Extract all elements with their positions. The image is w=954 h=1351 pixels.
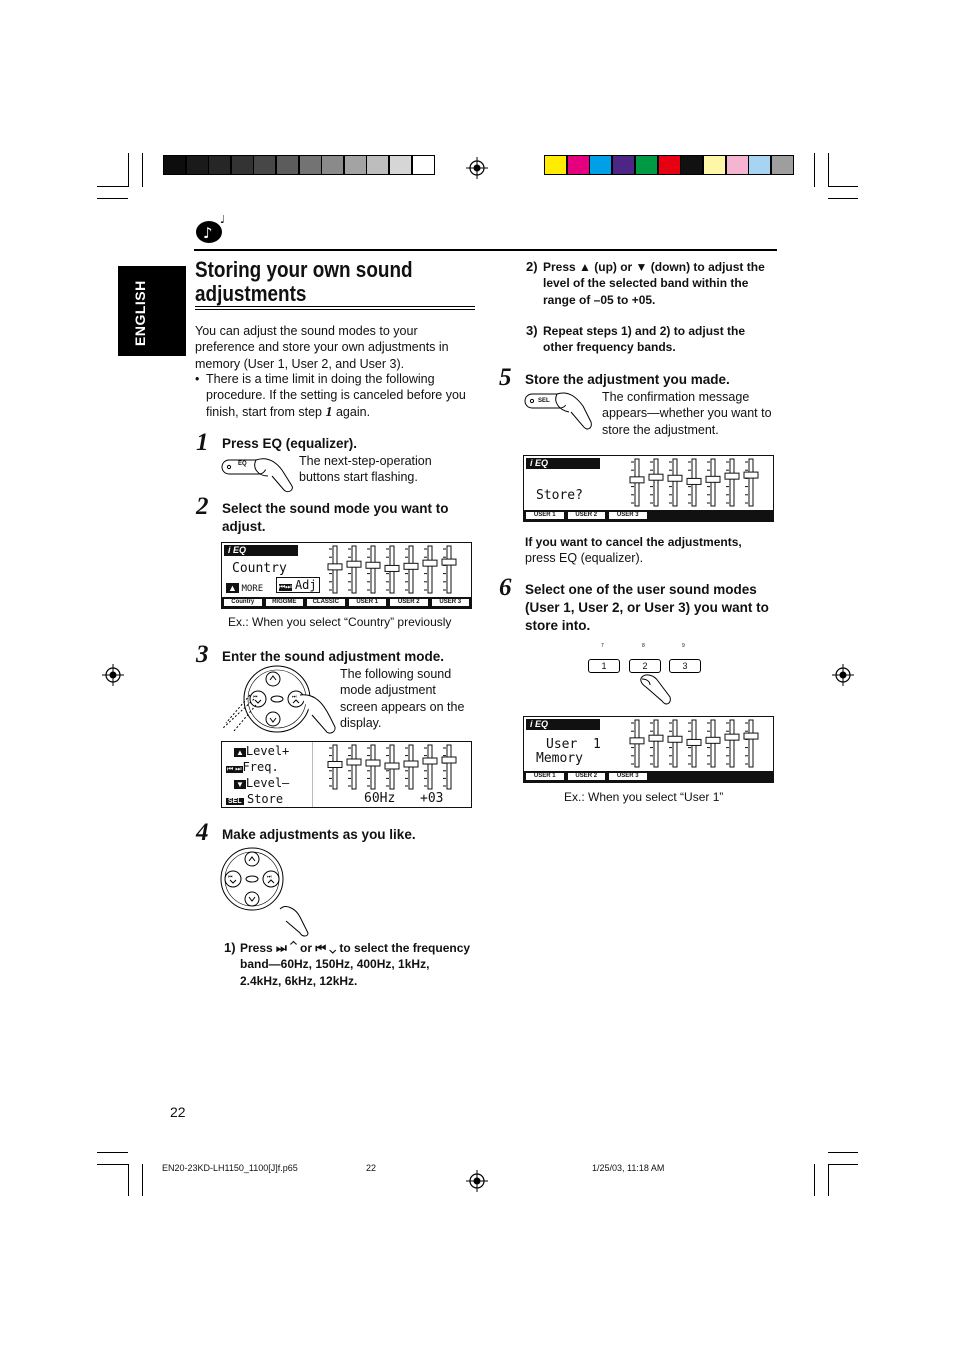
eq-slider-track	[447, 546, 451, 593]
gray-swatch	[299, 155, 322, 175]
eq-slider-track	[428, 546, 432, 593]
eq-slider-track	[730, 720, 734, 767]
substep-1	[222, 940, 472, 989]
lcd-tab: USER 3	[609, 773, 647, 780]
eq-slider-knob	[630, 738, 644, 744]
eq-slider-knob	[687, 478, 701, 484]
eq-button-with-finger	[220, 454, 294, 494]
lcd-tab: RIGGME	[266, 599, 304, 606]
registration-mark-icon	[102, 664, 124, 686]
lcd-display-adjust-mode	[221, 741, 472, 808]
title-underline	[195, 306, 475, 307]
eq-slider-track	[428, 745, 432, 789]
step-number: 6	[499, 574, 512, 601]
eq-slider-track	[654, 720, 658, 767]
substep-or: or	[300, 941, 313, 955]
up-arrow-icon: ▲	[228, 583, 237, 593]
eq-slider-track	[371, 546, 375, 593]
sel-button-with-finger	[523, 390, 593, 432]
substep-number: 2)	[526, 259, 538, 274]
skip-back-icon: ⏮	[315, 941, 327, 955]
eq-slider-track	[673, 459, 677, 506]
footer-file: EN20-23KD-LH1150_1100[J]f.p65	[162, 1163, 298, 1173]
gray-swatch	[412, 155, 435, 175]
lcd-ieq-logo: i EQ	[526, 458, 600, 469]
color-swatch	[680, 155, 703, 175]
lcd-tab: USER 1	[349, 599, 387, 606]
menu-level-down: ▼ Level–	[236, 776, 290, 790]
lcd-ieq-logo: i EQ	[526, 719, 600, 730]
eq-slider-knob	[347, 759, 361, 765]
sel-button-label: SEL	[538, 398, 550, 404]
intro-bullet: • There is a time limit in doing the following procedure. If the setting is canceled before you finish, start from step 1 again.	[195, 372, 466, 420]
menu-store: SEL Store	[228, 792, 284, 806]
cancel-note-bold: If you want to cancel the adjustments,	[525, 535, 742, 549]
color-swatch	[567, 155, 590, 175]
lcd-more-label: ▲ MORE	[228, 583, 264, 594]
eq-slider-track	[749, 459, 753, 506]
color-swatch	[635, 155, 658, 175]
footer-date: 1/25/03, 11:18 AM	[592, 1163, 665, 1173]
svg-text:♪: ♪	[203, 224, 213, 242]
color-swatch	[544, 155, 567, 175]
svg-text:⏮: ⏮	[228, 874, 233, 880]
preset-button-2[interactable]: 2	[629, 659, 661, 673]
step-caption: Ex.: When you select “Country” previously	[228, 615, 452, 629]
color-swatch	[612, 155, 635, 175]
eq-slider-graphic	[627, 456, 772, 509]
eq-slider-track	[673, 720, 677, 767]
eq-slider-knob	[442, 757, 456, 763]
bullet-step-ref: 1	[325, 404, 333, 420]
eq-slider-knob	[649, 735, 663, 741]
eq-slider-track	[352, 745, 356, 789]
svg-text:⏭: ⏭	[292, 694, 297, 700]
eq-slider-track	[730, 459, 734, 506]
eq-slider-knob	[668, 475, 682, 481]
lcd-tab: USER 3	[609, 512, 647, 519]
preset-button-3[interactable]: 3	[669, 659, 701, 673]
eq-slider-graphic	[325, 543, 470, 596]
down-arrow-icon: ▼	[236, 780, 244, 789]
eq-slider-knob	[366, 562, 380, 568]
lcd-freq-value: 60Hz	[364, 791, 396, 806]
step-heading: Enter the sound adjustment mode.	[222, 649, 445, 664]
eq-slider-knob	[630, 477, 644, 483]
lcd-mode-name: Country	[232, 561, 287, 576]
step-number: 2	[196, 493, 209, 520]
color-swatch	[703, 155, 726, 175]
step-number: 4	[196, 819, 209, 846]
eq-slider-knob	[385, 565, 399, 571]
lcd-tab: USER 2	[568, 773, 606, 780]
eq-button-label: EQ	[238, 461, 247, 467]
step-number: 1	[196, 429, 209, 456]
substep-text: Press ▲ (up) or ▼ (down) to adjust the level of the selected band within the range of –05 to +05.	[543, 260, 765, 307]
lcd-tab: USER 2	[568, 512, 606, 519]
eq-slider-knob	[328, 762, 342, 768]
step-heading: Press EQ (equalizer).	[222, 436, 358, 451]
step-heading: Select one of the user sound modes (User 1, User 2, or User 3) you want to store into.	[525, 582, 769, 633]
preset-top-label: 9	[682, 643, 685, 649]
gray-swatch	[208, 155, 231, 175]
lcd-tab: CLASSIC	[307, 599, 345, 606]
lcd-level-value: +03	[420, 791, 444, 806]
substep-text: to select the frequency band—60Hz, 150Hz, 400Hz, 1kHz, 2.4kHz, 6kHz, 12kHz.	[240, 941, 471, 988]
section-rule	[194, 249, 777, 251]
registration-mark-icon	[466, 157, 488, 179]
color-swatch	[658, 155, 681, 175]
eq-slider-track	[447, 745, 451, 789]
substep-number: 1)	[224, 940, 236, 955]
control-pad-with-finger	[220, 847, 312, 937]
color-swatch	[726, 155, 749, 175]
registration-mark-icon	[832, 664, 854, 686]
footer-page: 22	[366, 1163, 377, 1173]
eq-slider-knob	[404, 563, 418, 569]
gray-swatch	[321, 155, 344, 175]
page-title-line2: adjustments	[195, 281, 307, 306]
music-note-icon	[194, 211, 232, 245]
step-number: 3	[196, 641, 209, 668]
gray-swatch	[231, 155, 254, 175]
gray-swatch	[186, 155, 209, 175]
preset-top-label: 8	[642, 643, 645, 649]
color-swatch	[771, 155, 794, 175]
eq-slider-knob	[668, 736, 682, 742]
chevron-up-icon: ⌃	[290, 941, 297, 955]
lcd-tab-bar	[524, 771, 773, 782]
lcd-user-line: User 1	[546, 737, 601, 752]
eq-slider-knob	[423, 560, 437, 566]
preset-buttons	[588, 643, 708, 707]
eq-slider-knob	[744, 472, 758, 478]
lcd-display-user-memory	[523, 716, 774, 783]
lcd-memory-line: Memory	[536, 751, 583, 766]
lcd-tab-bar	[222, 597, 471, 608]
step-number: 5	[499, 364, 512, 391]
step-note: The following sound mode adjustment screen appears on the display.	[340, 667, 465, 730]
eq-slider-track	[371, 745, 375, 789]
svg-text:⏭: ⏭	[267, 874, 272, 880]
color-swatch	[589, 155, 612, 175]
eq-slider-graphic	[325, 742, 470, 792]
step-caption: Ex.: When you select “User 1”	[564, 790, 724, 804]
chevron-down-icon: ⌄	[329, 941, 337, 955]
eq-slider-knob	[442, 559, 456, 565]
lcd-adj-label: ⏮⏭ Adj	[276, 577, 320, 593]
finger-icon	[636, 673, 676, 707]
step-heading: Select the sound mode you want to adjust.	[222, 501, 449, 534]
eq-slider-knob	[366, 760, 380, 766]
lcd-ieq-logo: i EQ	[224, 545, 298, 556]
eq-slider-knob	[649, 474, 663, 480]
eq-slider-track	[654, 459, 658, 506]
up-arrow-icon: ▲	[236, 748, 244, 757]
gray-swatch	[163, 155, 186, 175]
eq-slider-knob	[385, 763, 399, 769]
sel-icon: SEL	[228, 798, 242, 805]
step-heading: Make adjustments as you like.	[222, 827, 416, 842]
gray-swatch	[253, 155, 276, 175]
eq-slider-knob	[725, 734, 739, 740]
lcd-tab: USER 1	[526, 773, 564, 780]
lcd-display-sound-mode	[221, 542, 472, 609]
lcd-store-prompt: Store?	[536, 488, 583, 503]
bullet-text: There is a time limit in doing the following procedure. If the setting is canceled before you finish, start from step	[206, 372, 466, 419]
substep-press: Press	[240, 941, 273, 955]
gray-swatch	[344, 155, 367, 175]
gray-swatch	[276, 155, 299, 175]
lcd-tab-bar	[524, 510, 773, 521]
language-label: ENGLISH	[132, 280, 148, 346]
eq-slider-knob	[744, 733, 758, 739]
registration-mark-icon	[466, 1170, 488, 1192]
substep-3	[526, 323, 778, 356]
lcd-menu	[222, 742, 312, 807]
preset-button-1[interactable]: 1	[588, 659, 620, 673]
color-swatch	[748, 155, 771, 175]
substep-number: 3)	[526, 323, 538, 338]
cancel-note-text: press EQ (equalizer).	[525, 551, 644, 566]
eq-slider-knob	[347, 561, 361, 567]
svg-text:⏮: ⏮	[253, 694, 258, 700]
eq-slider-knob	[706, 476, 720, 482]
eq-slider-track	[352, 546, 356, 593]
page-title-line1: Storing your own sound	[195, 257, 413, 282]
skip-icon: ⏮⏭	[279, 584, 292, 591]
bullet-suffix: again.	[335, 404, 371, 419]
preset-top-label: 7	[601, 643, 604, 649]
page-title	[195, 258, 479, 306]
eq-slider-knob	[706, 737, 720, 743]
control-pad-with-finger	[220, 665, 336, 737]
menu-freq: ⏮ ⏭Freq.	[227, 760, 279, 774]
gray-swatch	[366, 155, 389, 175]
eq-slider-track	[749, 720, 753, 767]
menu-level-up: ▲ Level+	[236, 744, 290, 758]
title-underline	[195, 309, 475, 310]
lcd-tab: USER 1	[526, 512, 564, 519]
eq-slider-graphic	[627, 717, 772, 770]
svg-text:♩: ♩	[220, 213, 226, 226]
eq-slider-knob	[328, 564, 342, 570]
step-note: The next-step-operation buttons start flashing.	[299, 454, 432, 485]
lcd-tab: Country	[224, 599, 262, 606]
language-tab	[118, 266, 186, 356]
substep-2	[526, 259, 778, 308]
substep-text: Repeat steps 1) and 2) to adjust the other frequency bands.	[543, 324, 746, 355]
lcd-tab: USER 3	[432, 599, 470, 606]
page-number: 22	[170, 1104, 186, 1120]
eq-slider-knob	[404, 761, 418, 767]
skip-icon: ⏮ ⏭	[227, 766, 242, 773]
intro-text: You can adjust the sound modes to your preference and store your own adjustments in memory (User 1, User 2, and User 3).	[195, 324, 449, 371]
eq-slider-knob	[423, 758, 437, 764]
lcd-display-store	[523, 455, 774, 522]
step-note: The confirmation message appears—whether you want to store the adjustment.	[602, 390, 772, 437]
gray-swatch	[389, 155, 412, 175]
step-heading: Store the adjustment you made.	[525, 372, 730, 387]
eq-slider-knob	[725, 473, 739, 479]
lcd-menu-divider	[312, 742, 313, 807]
eq-slider-knob	[687, 739, 701, 745]
lcd-tab: USER 2	[390, 599, 428, 606]
cancel-note	[525, 534, 775, 567]
skip-forward-icon: ⏭	[276, 941, 287, 955]
